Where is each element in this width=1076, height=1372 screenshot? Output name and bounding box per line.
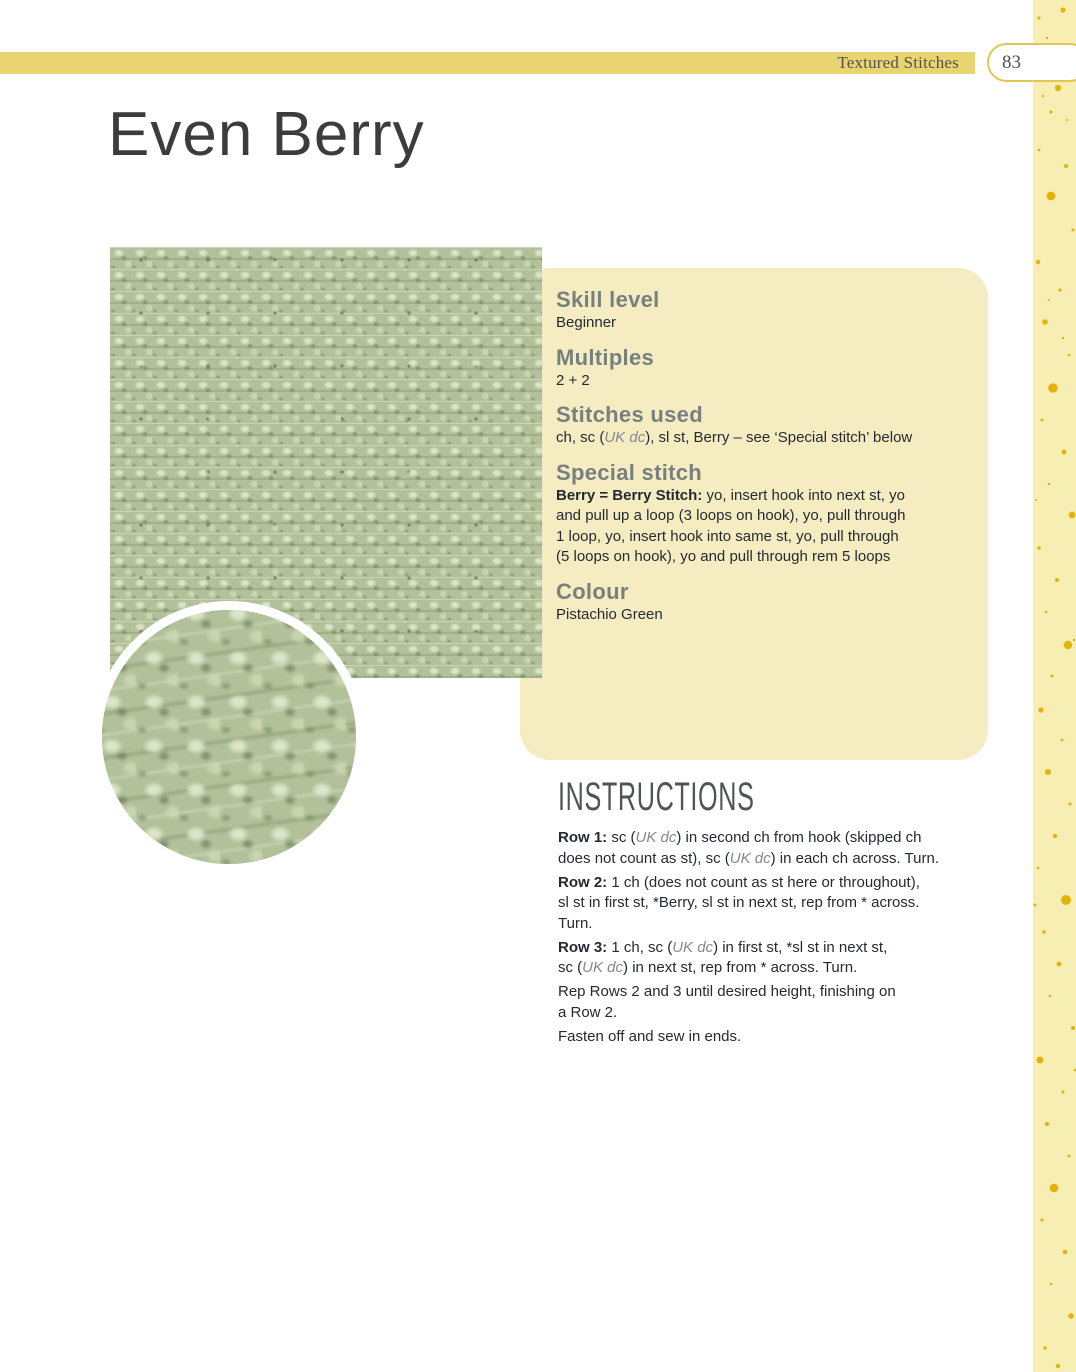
info-section [556,580,964,626]
info-section-body [556,371,964,392]
info-section [556,288,964,334]
info-sections [556,288,964,625]
chapter-title: Textured Stitches [837,53,959,72]
instructions-heading: INSTRUCTIONS [558,775,755,819]
info-section-body [556,428,964,449]
instruction-paragraph [558,982,1018,1023]
instructions-section [558,776,1018,1051]
info-section-body [556,313,964,334]
info-section [556,346,964,392]
text-line: Beginner [556,314,617,331]
pattern-info-box [520,268,988,760]
pattern-title: Even Berry [108,100,425,169]
decorative-side-strip [1033,0,1076,1372]
swatch-closeup-circle [93,601,365,873]
text-line: Fasten off and sew in ends. [558,1027,742,1045]
info-section-heading: Colour [556,578,629,604]
text-line: 1 loop, yo, insert hook into same st, yo, pull through [556,527,899,545]
page-number-tab [987,43,1076,82]
speckle-pattern-icon [1033,0,1076,1372]
chapter-header-band [0,52,975,74]
text-line: Row 1: sc (UK dc) in second ch from hook (skipped ch [558,829,922,846]
text-line: ch, sc (UK dc), sl st, Berry – see ‘Special stitch’ below [556,429,913,446]
text-line: Row 2: 1 ch (does not count as st here or throughout), [558,873,920,891]
instruction-paragraph [558,828,1018,869]
info-section [556,403,964,449]
text-line: sc (UK dc) in next st, rep from * across. Turn. [558,959,858,976]
text-line: and pull up a loop (3 loops on hook), yo, pull through [556,507,906,524]
info-section-heading: Multiples [556,344,655,370]
text-line: sl st in first st, *Berry, sl st in next st, rep from * across. [558,894,920,911]
info-section [556,461,964,568]
info-section-heading: Special stitch [556,459,703,485]
text-line: 2 + 2 [556,371,590,389]
text-line: Turn. [558,914,593,932]
swatch-closeup-texture [94,602,364,872]
text-line: (5 loops on hook), yo and pull through rem 5 loops [556,548,891,565]
info-section-heading: Skill level [556,287,660,312]
instruction-paragraph [558,873,1018,935]
text-line: does not count as st), sc (UK dc) in each ch across. Turn. [558,849,940,867]
instruction-paragraph [558,1027,1018,1048]
instructions-paragraphs [558,828,1018,1047]
text-line: a Row 2. [558,1003,618,1021]
text-line: Row 3: 1 ch, sc (UK dc) in first st, *sl st in next st, [558,938,888,956]
info-section-body [556,605,964,626]
page-number: 83 [1002,51,1021,73]
text-line: Rep Rows 2 and 3 until desired height, finishing on [558,983,896,1000]
text-line: Berry = Berry Stitch: yo, insert hook into next st, yo [556,486,905,504]
info-section-heading: Stitches used [556,402,703,427]
info-section-body [556,486,964,568]
instruction-paragraph [558,938,1018,979]
text-line: Pistachio Green [556,605,663,623]
